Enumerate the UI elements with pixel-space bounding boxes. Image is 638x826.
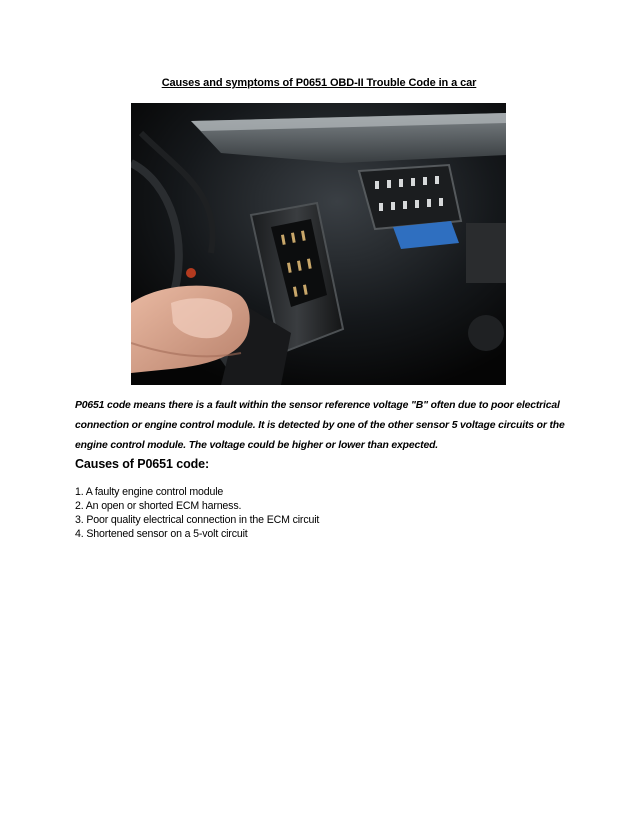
page-title: Causes and symptoms of P0651 OBD-II Trouble Code in a car (161, 77, 477, 89)
causes-list (75, 485, 319, 541)
obd-connector-photo (131, 103, 506, 385)
causes-heading: Causes of P0651 code: (75, 457, 210, 471)
cause-item: 4. Shortened sensor on a 5-volt circuit (75, 528, 248, 540)
cause-item: 1. A faulty engine control module (75, 486, 224, 498)
cause-item: 2. An open or shorted ECM harness. (75, 500, 242, 512)
intro-paragraph: P0651 code means there is a fault within the sensor reference voltage "B" often due to poor electrical connection or engine control module. It is detected by one of the other sensor 5 voltage circuits or the engine control module. The voltage could be higher or lower than expected. (75, 400, 565, 451)
cause-item: 3. Poor quality electrical connection in the ECM circuit (75, 514, 320, 526)
